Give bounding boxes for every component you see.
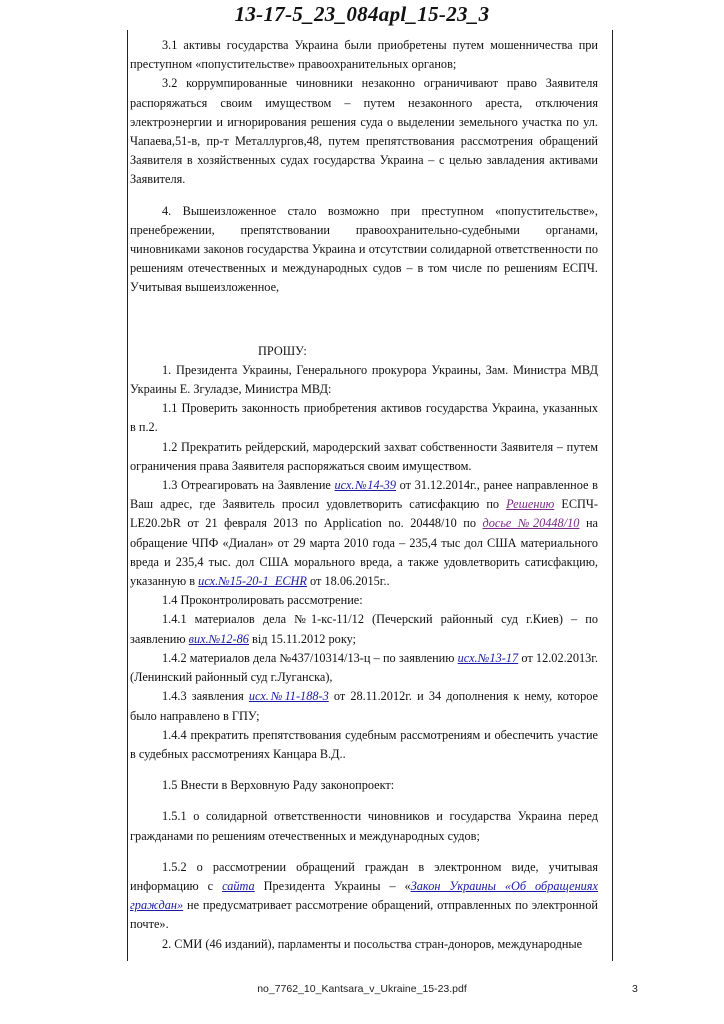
link-ref-13-17[interactable]: исх.№13-17 — [457, 650, 519, 665]
paragraph-1-4-4: 1.4.4 прекратить препятствования судебным рассмотрениям и обеспечить участие в судебных рассмотрениях Канцара В.Д.. — [130, 727, 598, 761]
paragraph-1-3: 1.3 Отреагировать на Заявление исх.№14-39 от 31.12.2014г., ранее направленное в Ваш адрес, где Заявитель просил удовлетворить сатисфакцию по Решению ЕСПЧ-LE20.2bR от 21 февраля 2013 по Application no. 20448/10 по досье №20448/10 на обращение ЧПФ «Диалан» от 29 марта 2010 года – 235,4 тыс дол США материального вреда и 235,4 тыс. дол США морального вреда, а также удовлетворить сатисфакцию, указанную в исх.№15-20-1_ECHR от 18.06.2015г.. — [130, 478, 598, 589]
paragraph-1-5-1: 1.5.1 о солидарной ответственности чиновников и государства Украина перед гражданами по решениям отечественных и международных судов; — [130, 809, 598, 843]
paragraph-1-1: 1.1 Проверить законность приобретения активов государства Украина, указанных в п.2. — [130, 401, 598, 435]
paragraph-3-1: 3.1 активы государства Украина были приобретены путем мошенничества при преступном «попустительстве» правоохранительных органов; — [130, 38, 598, 72]
paragraph-1-4: 1.4 Проконтролировать рассмотрение: — [162, 593, 363, 608]
paragraph-1-5: 1.5 Внести в Верховную Раду законопроект: — [162, 778, 395, 793]
link-law[interactable]: Закон Украины «Об обращениях граждан» — [130, 878, 598, 913]
paragraph-2: 2. СМИ (46 изданий), парламенты и посольства стран-доноров, международные — [162, 936, 583, 951]
section-heading: ПРОШУ: — [258, 343, 307, 358]
page-number: 3 — [632, 983, 638, 995]
paragraph-3-2: 3.2 коррумпированные чиновники незаконно ограничивают право Заявителя распоряжаться своим имуществом – путем незаконного ареста, отключения электроэнергии и игнорирования решения суда о выделении земельного участка по ул. Чапаева,51-в, пр-т Металлургов,48, путем препятствования рассмотрения обращений Заявителя в хозяйственных судах государства Украина – с целью завладения активами Заявителя. — [130, 76, 598, 187]
footer-filename: no_7762_10_Kantsara_v_Ukraine_15-23.pdf — [257, 983, 467, 995]
link-decision[interactable]: Решению — [506, 497, 555, 512]
link-dossier[interactable]: досье №20448/10 — [482, 516, 580, 531]
paragraph-1-2: 1.2 Прекратить рейдерский, мародерский захват собственности Заявителя – путем ограничения права Заявителя распоряжаться своим имуществом. — [130, 439, 598, 473]
paragraph-1-5-2: 1.5.2 о рассмотрении обращений граждан в электронном виде, учитывая информацию с сайта Президента Украины – «Закон Украины «Об обращениях граждан» не предусматривает рассмотрение обращений, отправленных по электронной почте». — [130, 859, 598, 932]
link-ref-15-20-1[interactable]: исх.№15-20-1_ECHR — [198, 574, 307, 589]
paragraph-1-4-2: 1.4.2 материалов дела №437/10314/13-ц – по заявлению исх.№13-17 от 12.02.2013г. (Ленинский районный суд г.Луганска), — [130, 650, 598, 685]
paragraph-1-4-1: 1.4.1 материалов дела №1-кс-11/12 (Печерский районный суд г.Киев) – по заявлению вих.№12-86 від 15.11.2012 року; — [130, 612, 598, 646]
document-title: 13-17-5_23_084apl_15-23_3 — [234, 2, 490, 26]
paragraph-4: 4. Вышеизложенное стало возможно при преступном «попустительстве», пренебрежении, препятствовании правоохранительно-судебными органами, чиновниками законов государства Украина и отсутствии солидарной ответственности по решениям отечественных и международных судов – в том числе по решениям ЕСПЧ. Учитывая вышеизложенное, — [130, 203, 598, 295]
link-ref-12-86[interactable]: вих.№12-86 — [188, 631, 249, 646]
link-ref-11-188-3[interactable]: исх.№11-188-3 — [248, 689, 329, 704]
link-site[interactable]: сайта — [222, 878, 255, 893]
document-body — [130, 36, 598, 954]
paragraph-1-4-3: 1.4.3 заявления исх.№11-188-3 от 28.11.2012г. и 34 дополнения к нему, которое было направлено в ГПУ; — [130, 689, 598, 723]
link-ref-14-39[interactable]: исх.№14-39 — [334, 478, 396, 493]
paragraph-1: 1. Президента Украины, Генерального прокурора Украины, Зам. Министра МВД Украины Е. Згуладзе, Министра МВД: — [130, 362, 598, 397]
